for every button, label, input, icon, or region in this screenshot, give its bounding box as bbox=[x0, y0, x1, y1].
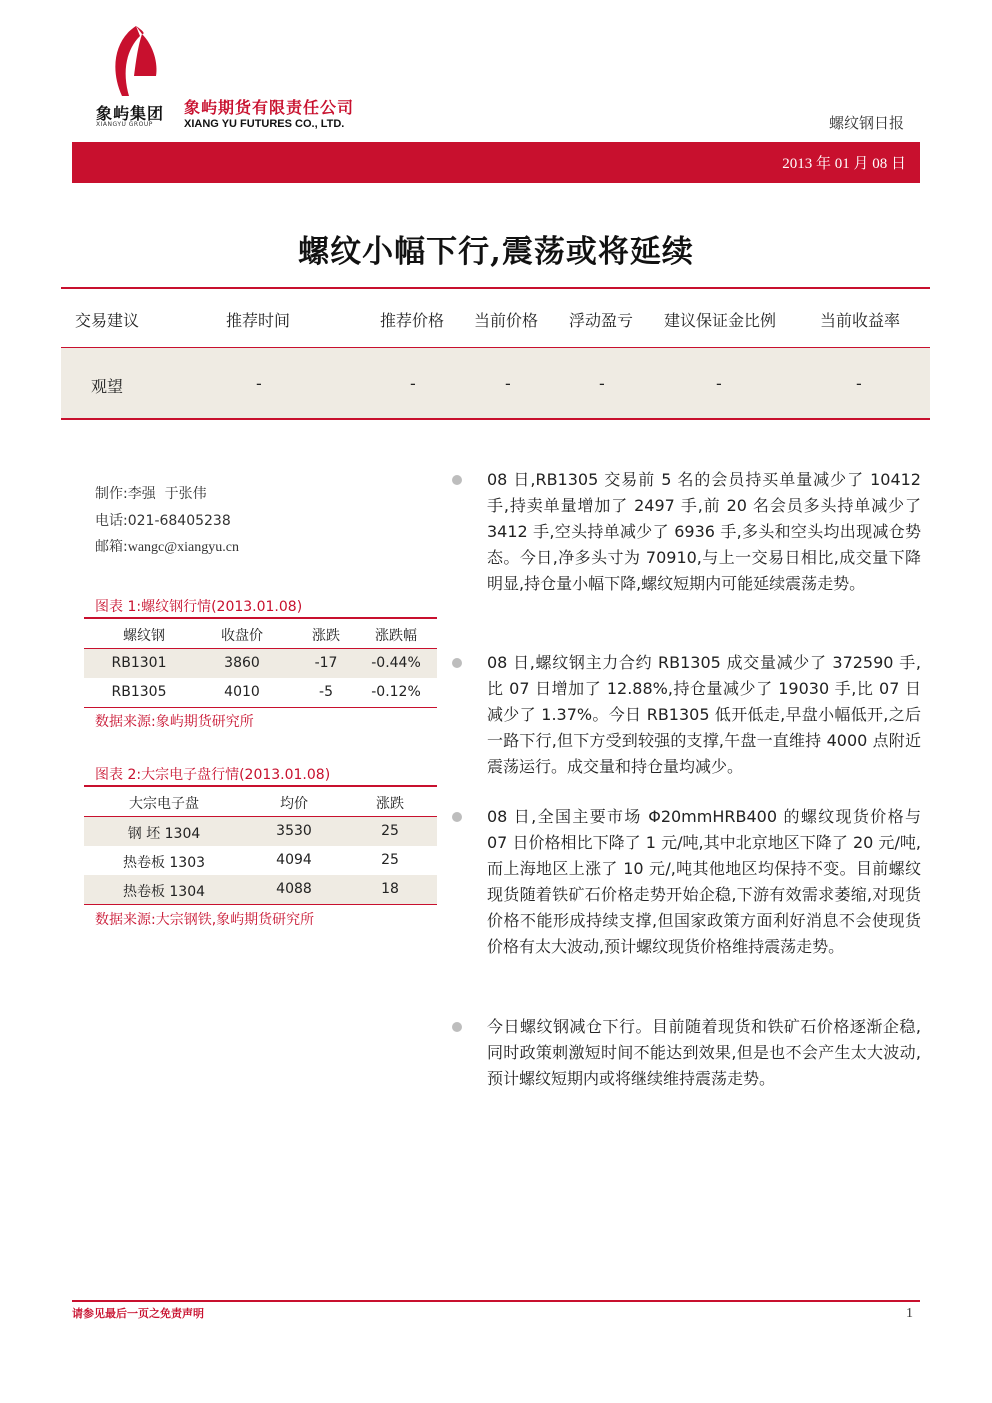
header-cell: 推荐价格 bbox=[380, 310, 445, 330]
email-label: 邮箱: bbox=[95, 539, 128, 555]
table-cell: 4010 bbox=[224, 684, 260, 700]
analysis-paragraph: 今日螺纹钢减仓下行。目前随着现货和铁矿石价格逐渐企稳,同时政策刺激短时间不能达到效果,但是也不会产生太大波动,预计螺纹短期内或将继续维持震荡走势。 bbox=[487, 1017, 921, 1088]
value-cell: 观望 bbox=[91, 377, 124, 396]
value-cell: - bbox=[256, 374, 262, 393]
header-cell: 浮动盈亏 bbox=[569, 310, 634, 330]
fig2-source: 数据来源:大宗钢铁,象屿期货研究所 bbox=[95, 912, 315, 928]
table-cell: 25 bbox=[381, 852, 399, 868]
analysis-paragraph: 08 日,全国主要市场 Φ20mmHRB400 的螺纹现货价格与 07 日价格相比下降了 1 元/吨,其中北京地区下降了 20 元/吨,而上海地区上涨了 10 元/,吨其他地区均保持不变。目前螺纹现货随着铁矿石价格走势开始企稳,下游有效需求萎缩,对现货价格不能形成持续支撑,但国家政策方面利好消息不会使现货价格有太大波动,预计螺纹现货价格维持震荡走势。 bbox=[487, 807, 921, 956]
header-cell: 涨跌幅 bbox=[375, 628, 417, 644]
table-cell: 3530 bbox=[276, 823, 312, 839]
table-cell: -17 bbox=[314, 655, 338, 671]
suggestion-header-row bbox=[61, 289, 930, 347]
header-cell: 涨跌 bbox=[376, 796, 404, 812]
table-row bbox=[84, 649, 437, 678]
phone-label: 电话: bbox=[95, 513, 128, 529]
table-cell: RB1301 bbox=[111, 655, 167, 671]
table-cell: 钢 坯 1304 bbox=[127, 826, 201, 842]
header-cell: 建议保证金比例 bbox=[664, 310, 777, 330]
header-cell: 收盘价 bbox=[221, 628, 263, 644]
table-row bbox=[84, 817, 437, 846]
table-row bbox=[84, 678, 437, 707]
header-cell: 螺纹钢 bbox=[123, 628, 165, 644]
analysis-paragraph: 08 日,螺纹钢主力合约 RB1305 成交量减少了 372590 手,比 07 日增加了 12.88%,持仓量减少了 19030 手,比 07 日减少了 1.37%。今日 RB1305 低开低走,早盘小幅低开,之后一路下行,但下方受到较强的支撑,午盘一直维持 4000 点附近震荡运行。成交量和持仓量均减少。 bbox=[487, 653, 921, 776]
bullet-icon bbox=[452, 1022, 462, 1032]
fig2-table bbox=[84, 785, 437, 905]
phone-line bbox=[95, 510, 231, 530]
value-cell: - bbox=[505, 374, 511, 393]
bullet-icon bbox=[452, 475, 462, 485]
header-cell: 均价 bbox=[280, 796, 308, 812]
company-name-en: XIANG YU FUTURES CO., LTD. bbox=[184, 118, 345, 130]
report-title: 螺纹小幅下行,震荡或将延续 bbox=[298, 234, 694, 270]
table-cell: 18 bbox=[381, 881, 399, 897]
sail-logo-icon bbox=[96, 20, 186, 100]
fig1-title: 图表 1:螺纹钢行情(2013.01.08) bbox=[95, 599, 303, 615]
page-number: 1 bbox=[906, 1306, 913, 1321]
header-cell: 推荐时间 bbox=[226, 310, 291, 330]
logo-text: 象屿集团 bbox=[96, 104, 165, 123]
fig1-header-row bbox=[84, 619, 437, 648]
value-cell: - bbox=[410, 374, 416, 393]
value-cell: - bbox=[599, 374, 605, 393]
analysis-paragraph: 08 日,RB1305 交易前 5 名的会员持买单量减少了 10412 手,持卖单量增加了 2497 手,前 20 名会员多头持单减少了 3412 手,空头持单减少了 6936 手,多头和空头均出现减仓势态。今日,净多头寸为 70910,与上一交易日相比,成交量下降明显,持仓量小幅下降,螺纹短期内可能延续震荡走势。 bbox=[487, 470, 921, 593]
table-cell: RB1305 bbox=[111, 684, 167, 700]
table-cell: -0.12% bbox=[371, 684, 421, 700]
logo-subtext: XIANGYU GROUP bbox=[96, 121, 153, 128]
table-cell: 热卷板 1304 bbox=[122, 884, 206, 900]
fig2-header-row bbox=[84, 787, 437, 816]
table-cell: 4094 bbox=[276, 852, 312, 868]
table-cell: 25 bbox=[381, 823, 399, 839]
table-cell: 热卷板 1303 bbox=[122, 855, 206, 871]
fig1-table bbox=[84, 617, 437, 708]
value-cell: - bbox=[856, 374, 862, 393]
disclaimer-note: 请参见最后一页之免责声明 bbox=[72, 1307, 204, 1320]
email-line[interactable] bbox=[95, 536, 239, 556]
suggestion-value-row bbox=[61, 348, 930, 418]
table-cell: -0.44% bbox=[371, 655, 421, 671]
author-label: 制作: bbox=[95, 486, 128, 502]
table-cell: -5 bbox=[319, 684, 333, 700]
trade-suggestion-table bbox=[61, 287, 930, 420]
fig2-title: 图表 2:大宗电子盘行情(2013.01.08) bbox=[95, 767, 331, 783]
value-cell: - bbox=[716, 374, 722, 393]
header-cell: 涨跌 bbox=[312, 628, 340, 644]
phone-number: 021-68405238 bbox=[127, 513, 231, 529]
table-row bbox=[84, 875, 437, 904]
bullet-icon bbox=[452, 658, 462, 668]
report-date: 2013 年 01 月 08 日 bbox=[782, 156, 906, 172]
company-name-cn: 象屿期货有限责任公司 bbox=[184, 98, 355, 117]
header-cell: 当前收益率 bbox=[820, 310, 901, 330]
header-cell: 交易建议 bbox=[75, 310, 140, 330]
date-bar bbox=[72, 142, 920, 183]
table-cell: 4088 bbox=[276, 881, 312, 897]
author-names: 李强 于张伟 bbox=[127, 486, 207, 502]
footer-divider bbox=[72, 1300, 920, 1302]
email-address[interactable]: wangc@xiangyu.cn bbox=[127, 540, 239, 555]
header-cell: 大宗电子盘 bbox=[129, 796, 199, 812]
fig1-source: 数据来源:象屿期货研究所 bbox=[95, 714, 254, 730]
bullet-icon bbox=[452, 812, 462, 822]
header-cell: 当前价格 bbox=[474, 310, 539, 330]
report-type: 螺纹钢日报 bbox=[828, 114, 904, 132]
table-cell: 3860 bbox=[224, 655, 260, 671]
table-row bbox=[84, 846, 437, 875]
author-line bbox=[95, 483, 207, 503]
